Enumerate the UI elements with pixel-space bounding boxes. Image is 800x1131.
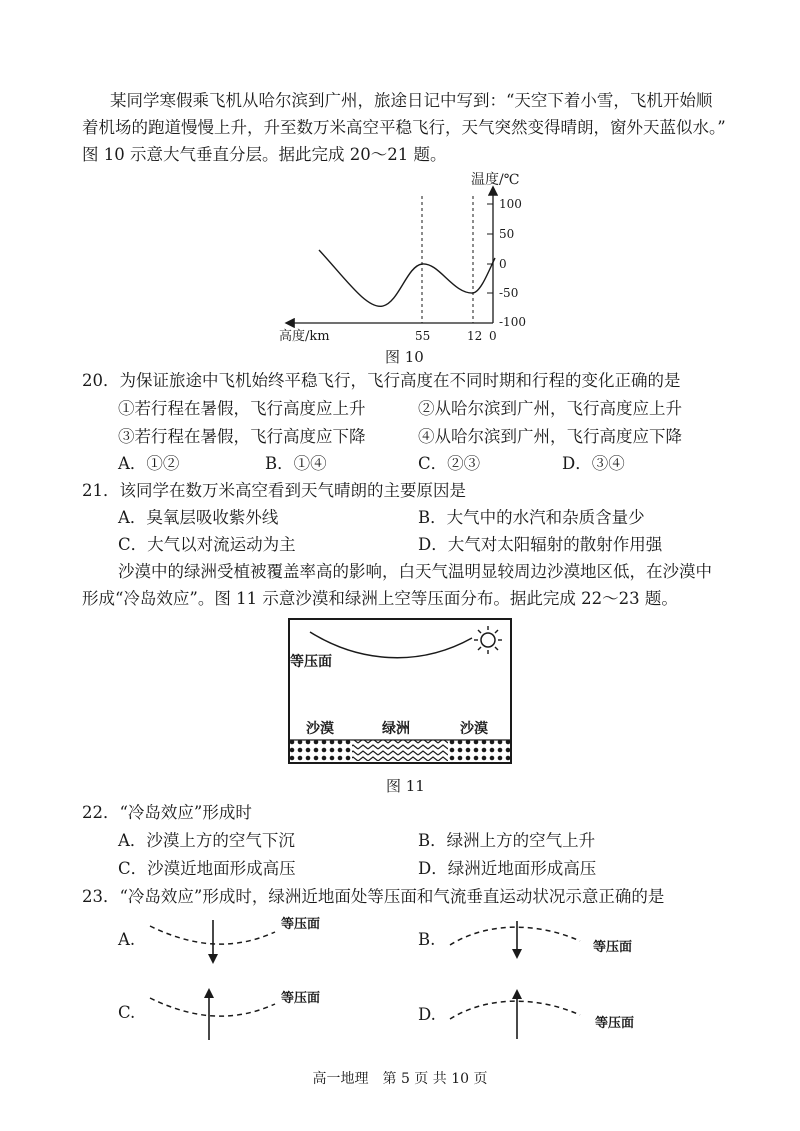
q22-stem: 22．“冷岛效应”形成时 xyxy=(82,803,252,822)
intro2-line2: 形成“冷岛效应”。图 11 示意沙漠和绿洲上空等压面分布。据此完成 22～23 题。 xyxy=(82,589,678,608)
fig10-xlabel: 高度/km xyxy=(279,329,330,344)
q22-option-c[interactable]: C．沙漠近地面形成高压 xyxy=(118,859,296,878)
q21-option-c[interactable]: C．大气以对流运动为主 xyxy=(118,535,296,554)
intro2-line1: 沙漠中的绿洲受植被覆盖率高的影响，白天气温明显较周边沙漠地区低，在沙漠中 xyxy=(118,562,712,581)
q23-option-a-isobar-label: 等压面 xyxy=(281,917,321,932)
q20-statement-3: ③若行程在暑假，飞行高度应下降 xyxy=(118,427,366,446)
figure-10-atmosphere-diagram xyxy=(275,168,535,344)
q23-option-b-label[interactable]: B. xyxy=(418,930,436,949)
q23-option-a-label[interactable]: A. xyxy=(118,930,136,949)
q20-option-a[interactable]: A．①② xyxy=(118,454,180,473)
q22-option-a[interactable]: A．沙漠上方的空气下沉 xyxy=(118,831,295,850)
q20-option-c[interactable]: C．②③ xyxy=(418,454,481,473)
fig10-temperature-curve xyxy=(319,250,495,306)
fig10-ytick-50: 50 xyxy=(499,227,515,241)
q20-stem: 20．为保证旅途中飞机始终平稳飞行，飞行高度在不同时期和行程的变化正确的是 xyxy=(82,371,681,390)
fig10-ytick-minus50: -50 xyxy=(499,286,519,300)
q23-option-c-label[interactable]: C. xyxy=(118,1003,136,1022)
fig10-ylabel: 温度/℃ xyxy=(471,172,520,188)
page-footer: 高一地理 第 5 页 共 10 页 xyxy=(312,1071,488,1087)
q23-option-d-label[interactable]: D. xyxy=(418,1005,436,1024)
q20-statement-1: ①若行程在暑假，飞行高度应上升 xyxy=(118,399,366,418)
figure-10-caption: 图 10 xyxy=(385,348,424,366)
q20-statement-4: ④从哈尔滨到广州，飞行高度应下降 xyxy=(418,427,682,446)
q21-stem: 21．该同学在数万米高空看到天气晴朗的主要原因是 xyxy=(82,481,466,500)
fig11-oasis-ground xyxy=(352,740,448,761)
q20-option-b[interactable]: B．①④ xyxy=(265,454,327,473)
fig10-ytick-100: 100 xyxy=(499,197,522,211)
fig10-xtick-12: 12 xyxy=(467,329,483,343)
fig11-isobar-label: 等压面 xyxy=(290,654,332,670)
fig11-oasis-label: 绿洲 xyxy=(382,721,410,737)
q20-option-d[interactable]: D．③④ xyxy=(562,454,625,473)
q20-statement-2: ②从哈尔滨到广州，飞行高度应上升 xyxy=(418,399,682,418)
q23-option-c-diagram[interactable] xyxy=(145,982,355,1042)
intro1-line1: 某同学寒假乘飞机从哈尔滨到广州，旅途日记中写到：“天空下着小雪，飞机开始顺 xyxy=(110,91,713,110)
fig11-desert-right-ground xyxy=(448,740,510,761)
q23-option-d-isobar-label: 等压面 xyxy=(595,1016,635,1031)
fig10-ytick-0: 0 xyxy=(499,257,507,271)
q21-option-b[interactable]: B．大气中的水汽和杂质含量少 xyxy=(418,508,645,527)
fig10-xtick-55: 55 xyxy=(415,329,431,343)
figure-11-caption: 图 11 xyxy=(386,777,425,795)
q21-option-a[interactable]: A．臭氧层吸收紫外线 xyxy=(118,508,279,527)
intro1-line2: 着机场的跑道慢慢上升，升至数万米高空平稳飞行，天气突然变得晴朗，窗外天蓝似水。” xyxy=(82,118,726,137)
q23-option-c-isobar-label: 等压面 xyxy=(281,991,321,1006)
q23-option-b-diagram[interactable] xyxy=(445,915,675,970)
q23-option-b-isobar-label: 等压面 xyxy=(593,940,633,955)
q23-option-a-diagram[interactable] xyxy=(145,910,355,970)
q22-option-d[interactable]: D．绿洲近地面形成高压 xyxy=(418,859,597,878)
q21-option-d[interactable]: D．大气对太阳辐射的散射作用强 xyxy=(418,535,663,554)
fig10-xtick-0: 0 xyxy=(489,329,497,343)
q23-stem: 23．“冷岛效应”形成时，绿洲近地面处等压面和气流垂直运动状况示意正确的是 xyxy=(82,887,665,906)
figure-11-cold-island-diagram xyxy=(288,618,512,764)
q22-option-b[interactable]: B．绿洲上方的空气上升 xyxy=(418,831,596,850)
fig10-ytick-minus100: -100 xyxy=(499,315,526,329)
fig11-desert-left-ground xyxy=(290,740,352,761)
fig11-desert-left-label: 沙漠 xyxy=(306,721,334,737)
fig11-desert-right-label: 沙漠 xyxy=(460,721,488,737)
q23-option-d-diagram[interactable] xyxy=(445,985,675,1043)
intro1-line3: 图 10 示意大气垂直分层。据此完成 20～21 题。 xyxy=(82,145,447,164)
